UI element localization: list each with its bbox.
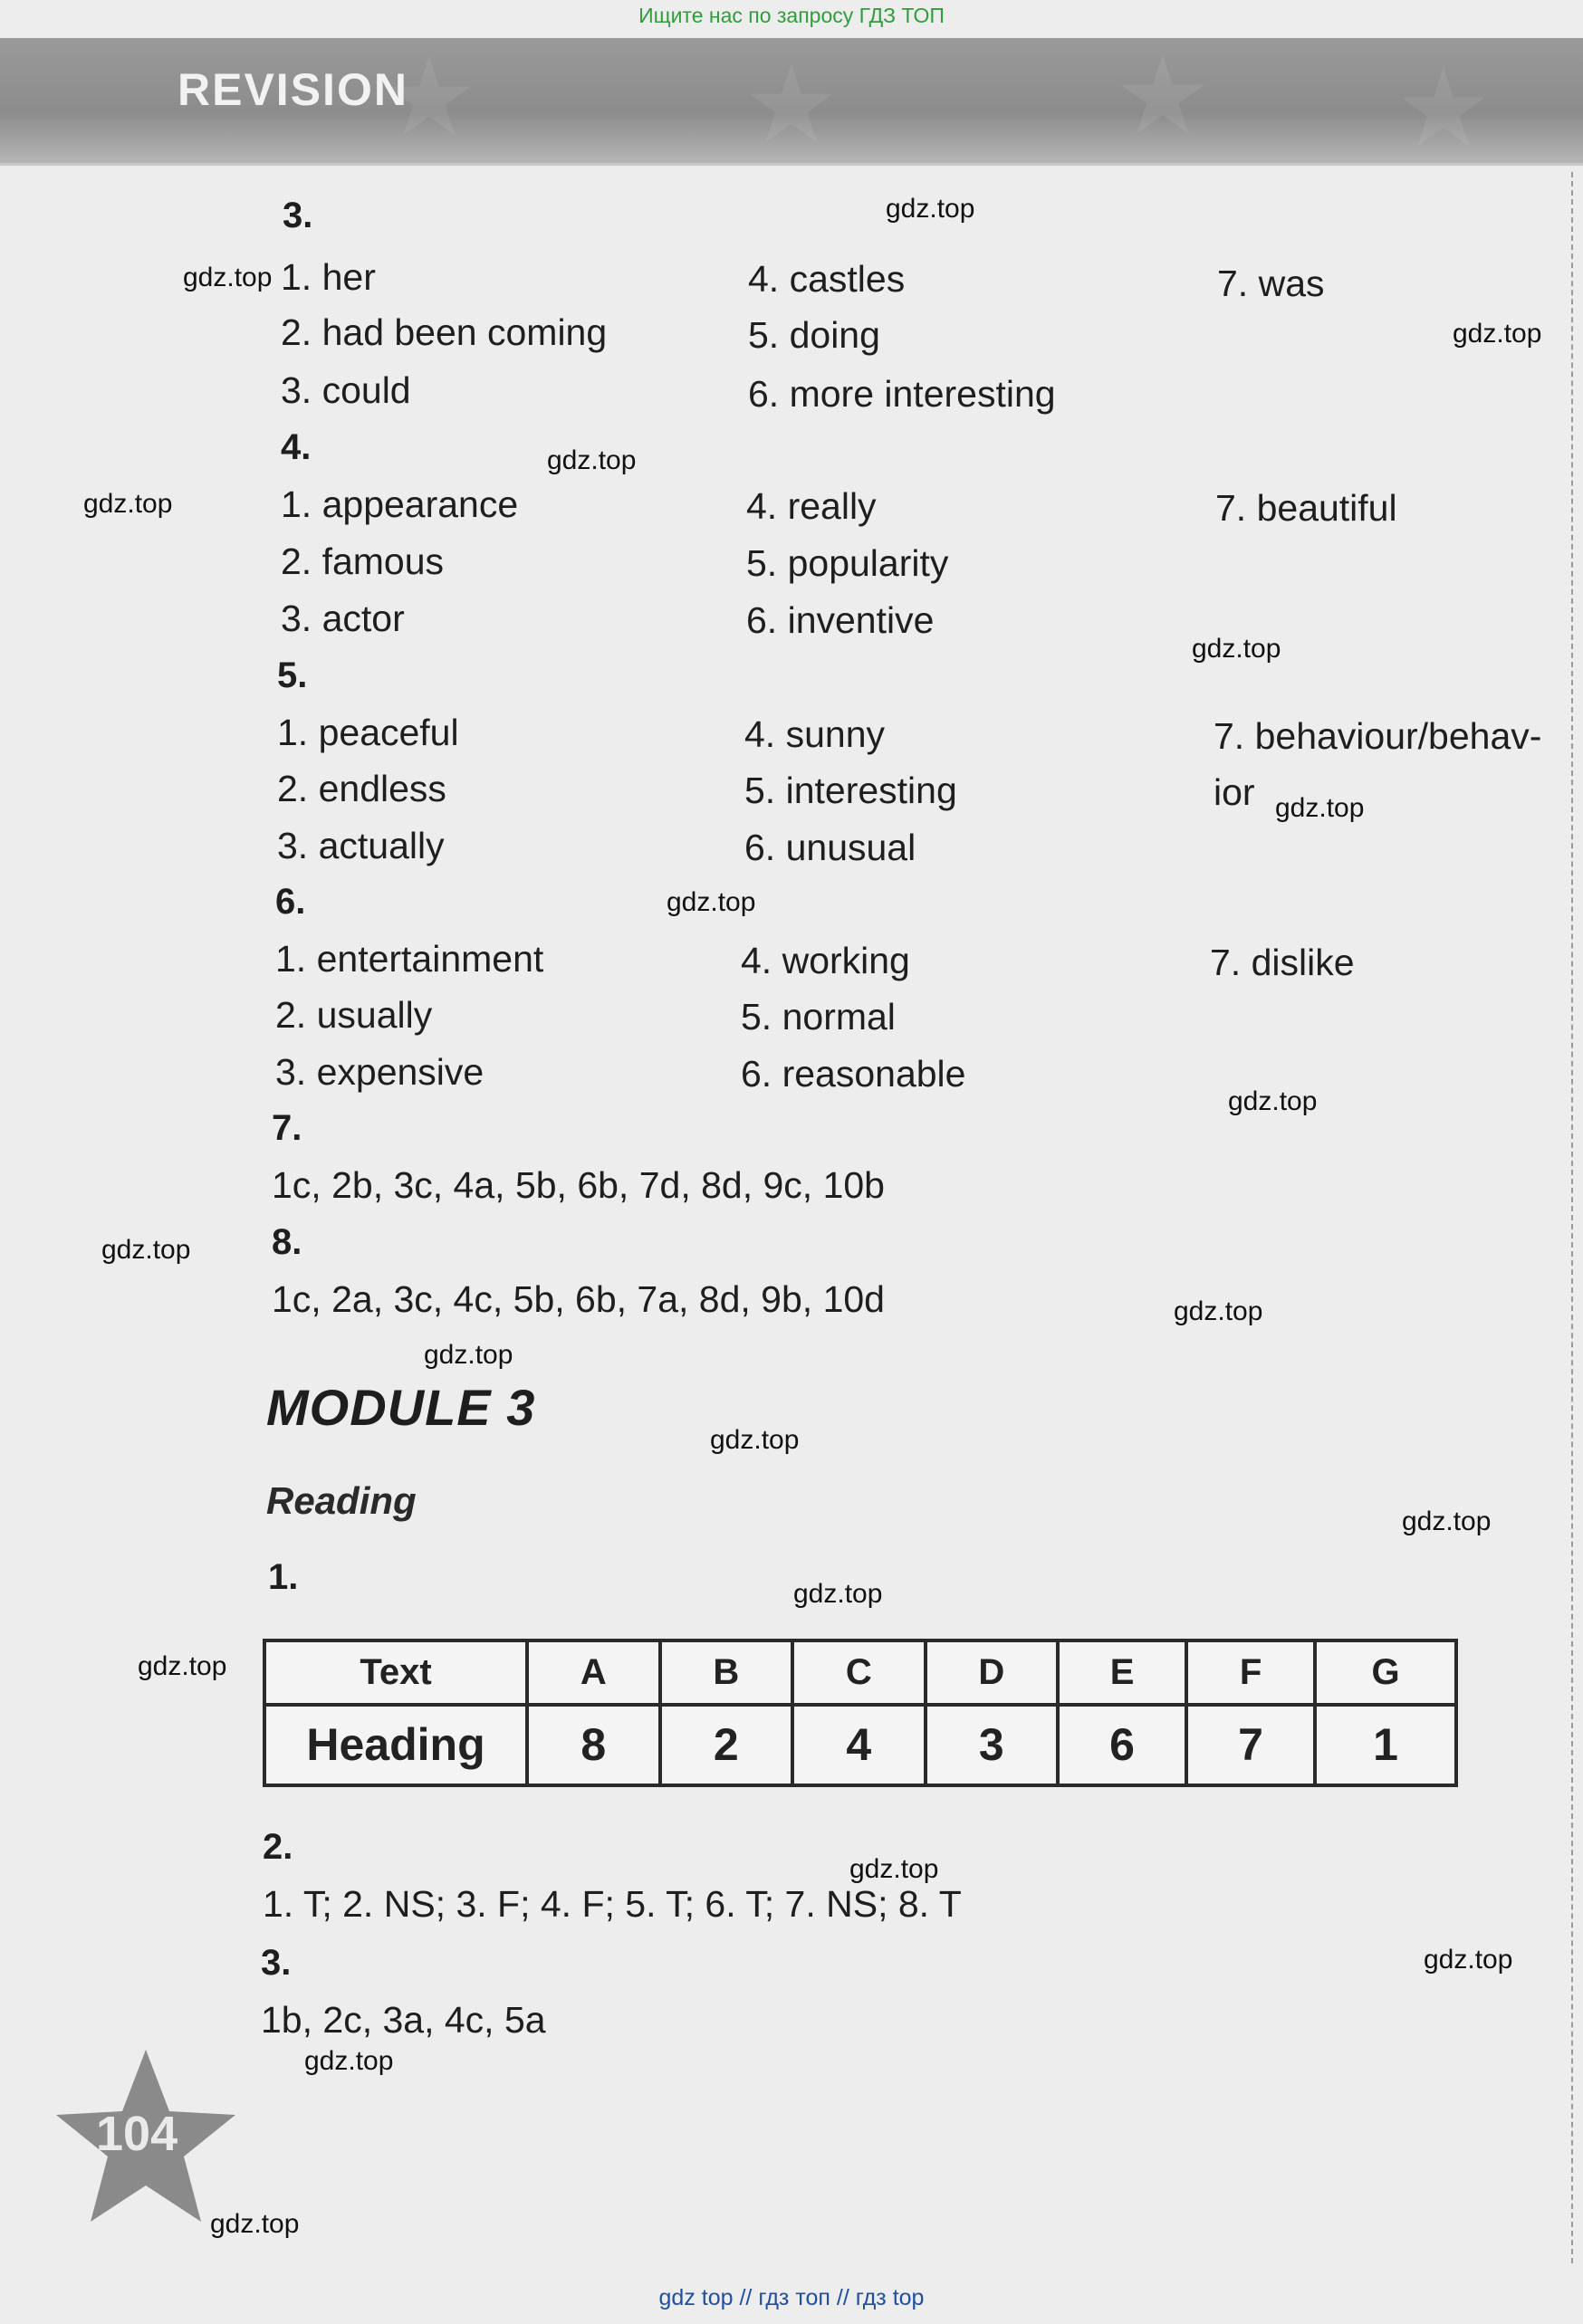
watermark: gdz.top <box>424 1340 513 1370</box>
answer-item: ior <box>1214 771 1255 813</box>
answer-item: 3. could <box>281 369 411 411</box>
answer-item: 1. appearance <box>281 483 519 525</box>
watermark: gdz.top <box>1275 793 1365 823</box>
answer-line: 1c, 2b, 3c, 4a, 5b, 6b, 7d, 8d, 9c, 10b <box>272 1164 885 1206</box>
banner-star-icon: ★ <box>1114 35 1212 157</box>
table-header-cell: B <box>660 1640 793 1705</box>
exercise-number: 3. <box>283 196 313 235</box>
watermark: gdz.top <box>83 489 173 519</box>
table-header-cell: A <box>527 1640 660 1705</box>
footer-links: gdz top // гдз топ // гдз top <box>658 2285 925 2310</box>
table-cell: 3 <box>926 1705 1059 1785</box>
watermark: gdz.top <box>210 2209 300 2239</box>
answer-item: 3. actor <box>281 598 405 639</box>
table-header-cell: G <box>1315 1640 1456 1705</box>
answer-item: 1. her <box>281 256 376 298</box>
exercise-number: 4. <box>281 427 312 467</box>
answer-item: 7. behaviour/behav- <box>1214 715 1542 757</box>
answer-item: 5. interesting <box>744 770 957 811</box>
watermark: gdz.top <box>183 263 273 292</box>
watermark: gdz.top <box>101 1235 191 1265</box>
watermark: gdz.top <box>710 1425 800 1455</box>
answer-item: 2. famous <box>281 540 445 582</box>
watermark: gdz.top <box>1453 319 1542 349</box>
answer-item: 1. peaceful <box>277 712 459 753</box>
watermark: gdz.top <box>1192 634 1281 664</box>
exercise-number: 8. <box>272 1222 302 1262</box>
table-cell: 6 <box>1058 1705 1186 1785</box>
answer-item: 5. normal <box>741 996 896 1038</box>
watermark: gdz.top <box>138 1651 227 1681</box>
answer-item: 4. sunny <box>744 713 885 755</box>
table-header-cell: Text <box>264 1640 527 1705</box>
table-cell: 8 <box>527 1705 660 1785</box>
page-edge-rule <box>1571 172 1575 2263</box>
watermark: gdz.top <box>667 887 756 917</box>
module-title: MODULE 3 <box>266 1379 536 1436</box>
answer-item: 2. endless <box>277 768 446 809</box>
answer-item: 4. working <box>741 940 910 981</box>
answer-line: 1b, 2c, 3a, 4c, 5a <box>261 1999 546 2041</box>
answer-item: 7. was <box>1217 263 1325 304</box>
table-header-cell: E <box>1058 1640 1186 1705</box>
table-cell: 4 <box>792 1705 926 1785</box>
table-header-cell: D <box>926 1640 1059 1705</box>
exercise-number: 1. <box>268 1557 299 1597</box>
exercise-number: 2. <box>263 1827 293 1867</box>
table-cell: Heading <box>264 1705 527 1785</box>
answer-line: 1c, 2a, 3c, 4c, 5b, 6b, 7a, 8d, 9b, 10d <box>272 1278 885 1320</box>
banner-star-icon: ★ <box>380 37 478 158</box>
watermark: gdz.top <box>849 1854 939 1884</box>
table-header-row <box>264 1640 1456 1705</box>
answer-item: 6. inventive <box>746 599 935 641</box>
answer-item: 2. had been coming <box>281 311 608 353</box>
answer-line: 1. T; 2. NS; 3. F; 4. F; 5. T; 6. T; 7. NS; 8. T <box>263 1883 962 1925</box>
answer-item: 4. really <box>746 485 877 527</box>
answer-item: 5. popularity <box>746 542 949 584</box>
table-row <box>264 1705 1456 1785</box>
watermark: gdz.top <box>886 194 975 224</box>
answer-item: 6. unusual <box>744 827 916 868</box>
page-number: 104 <box>96 2107 178 2161</box>
answer-item: 3. actually <box>277 825 445 866</box>
answer-item: 2. usually <box>275 994 433 1036</box>
section-subtitle: Reading <box>266 1479 417 1522</box>
table-cell: 2 <box>660 1705 793 1785</box>
answer-item: 1. entertainment <box>275 938 544 980</box>
watermark: gdz.top <box>1424 1945 1513 1975</box>
banner-star-icon: ★ <box>743 44 840 166</box>
banner-star-icon: ★ <box>1395 48 1492 169</box>
exercise-number: 5. <box>277 655 308 695</box>
watermark: gdz.top <box>547 445 637 475</box>
table-cell: 1 <box>1315 1705 1456 1785</box>
answer-table <box>263 1639 1458 1787</box>
answer-item: 3. expensive <box>275 1051 484 1093</box>
exercise-number: 7. <box>272 1108 302 1148</box>
watermark: gdz.top <box>1402 1506 1492 1536</box>
exercise-number: 6. <box>275 882 306 922</box>
watermark: gdz.top <box>793 1579 883 1609</box>
answer-item: 7. dislike <box>1210 942 1355 983</box>
table-cell: 7 <box>1186 1705 1315 1785</box>
answer-item: 5. doing <box>748 314 880 356</box>
table-header-cell: C <box>792 1640 926 1705</box>
watermark: gdz.top <box>1228 1086 1318 1116</box>
answer-item: 6. reasonable <box>741 1053 966 1095</box>
watermark: gdz.top <box>304 2046 394 2076</box>
section-title: REVISION <box>177 64 408 115</box>
table-header-cell: F <box>1186 1640 1315 1705</box>
answer-item: 7. beautiful <box>1215 487 1397 529</box>
exercise-number: 3. <box>261 1943 292 1983</box>
answer-item: 6. more interesting <box>748 373 1056 415</box>
top-note: Ищите нас по запросу ГДЗ ТОП <box>638 4 945 27</box>
watermark: gdz.top <box>1174 1296 1263 1326</box>
answer-item: 4. castles <box>748 258 906 300</box>
